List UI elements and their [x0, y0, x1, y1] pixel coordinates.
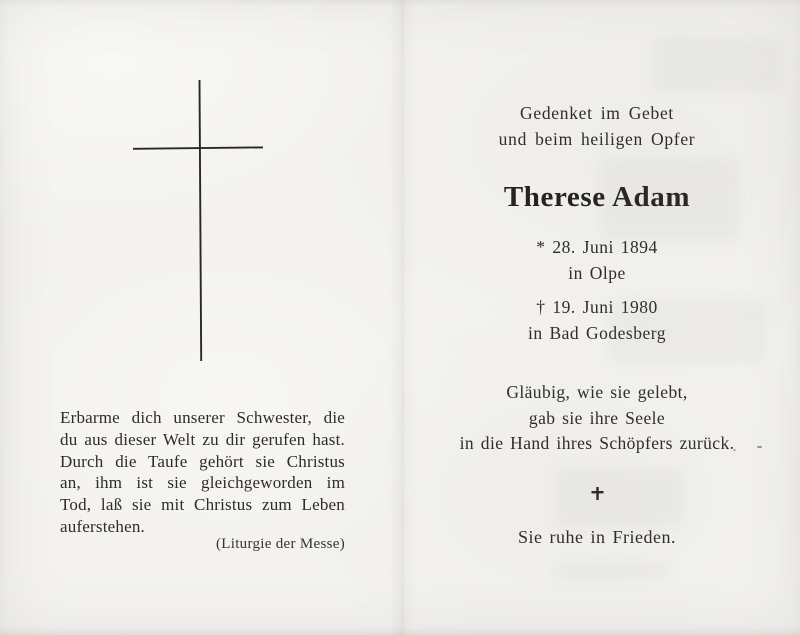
epitaph-line: gab sie ihre Seele: [528, 407, 666, 428]
death-place-line: in Bad Godesberg: [527, 323, 667, 343]
death-date-line: † 19. Juni 1980: [536, 297, 658, 317]
prayer-text-block: [60, 407, 345, 556]
small-cross-icon: [590, 486, 605, 501]
deceased-name: Therese Adam: [503, 181, 691, 213]
prayer-line: auferstehen.: [60, 516, 145, 536]
prayer-line: Durch die Taufe gehört sie Christus: [60, 451, 345, 471]
prayer-line: Erbarme dich unserer Schwester, die: [60, 408, 345, 427]
birth-place-line: in Olpe: [568, 263, 626, 283]
epitaph-text: [397, 380, 797, 457]
closing-line: Sie ruhe in Frieden.: [518, 527, 676, 547]
prayer-line: an, ihm ist sie gleichgeworden im: [60, 473, 345, 493]
birth-info: [397, 234, 797, 286]
right-page: [397, 0, 797, 635]
death-info: [397, 294, 797, 346]
intro-line: und beim heiligen Opfer: [498, 129, 696, 149]
intro-line: Gedenket im Gebet: [520, 103, 674, 123]
birth-date-line: * 28. Juni 1894: [536, 237, 658, 257]
epitaph-line: in die Hand ihres Schöpfers zurück.: [459, 433, 735, 453]
prayer-line: du aus dieser Welt zu dir gerufen hast.: [60, 429, 345, 449]
prayer-attribution: (Liturgie der Messe): [215, 535, 345, 552]
remembrance-intro: [397, 100, 797, 152]
left-page: [0, 0, 395, 635]
epitaph-line: Gläubig, wie sie gelebt,: [506, 382, 688, 402]
prayer-line: Tod, laß sie mit Christus zum Leben: [60, 495, 345, 515]
cross-symbol-row: [397, 486, 797, 506]
latin-cross-icon: [130, 78, 267, 364]
